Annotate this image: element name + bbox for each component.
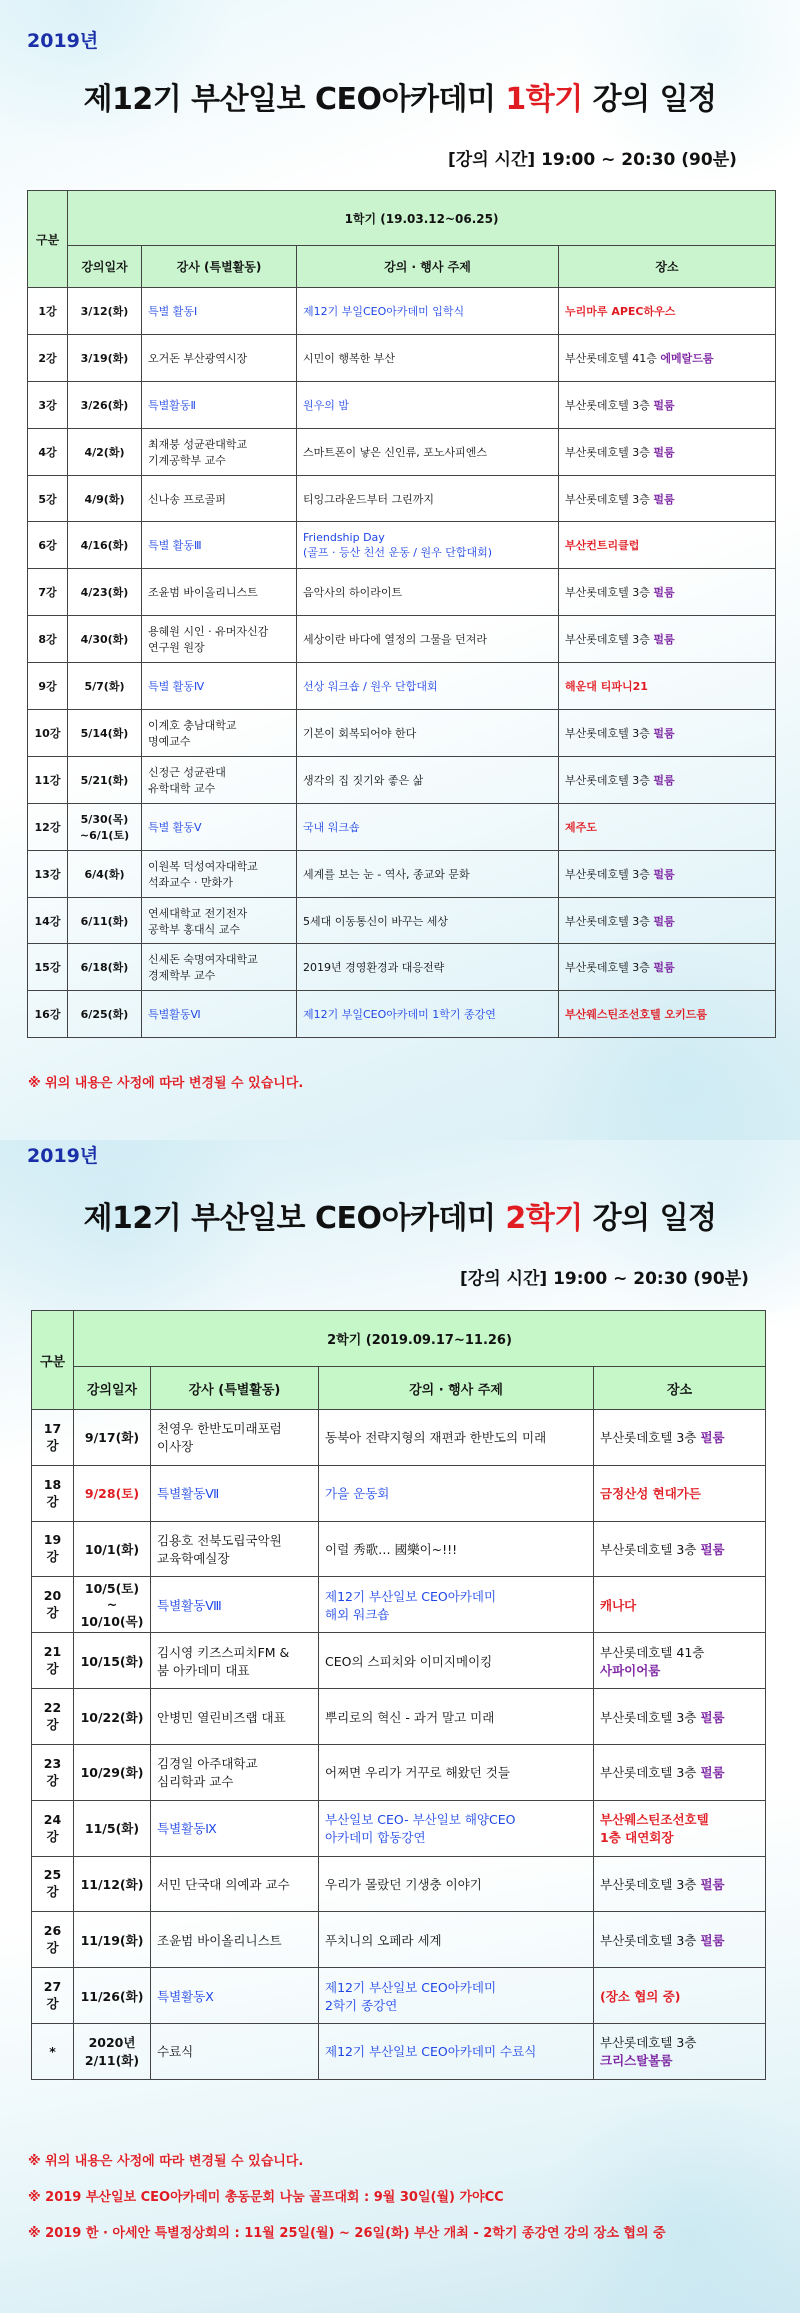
- speaker: 특별 활동Ⅳ: [142, 663, 297, 710]
- lecture-number: 4강: [28, 428, 68, 475]
- lecture-date: 5/30(목) ~6/1(토): [68, 803, 142, 850]
- place: 해운대 티파니21: [559, 663, 776, 710]
- lecture-number: 9강: [28, 663, 68, 710]
- header-row: [32, 1367, 766, 1410]
- lecture-date: 10/5(토) ~ 10/10(목): [74, 1577, 151, 1633]
- lecture-date: 6/18(화): [68, 944, 142, 991]
- table-row: [32, 1800, 766, 1856]
- lecture-number: 7강: [28, 569, 68, 616]
- speaker: 용혜원 시인 · 유머자신감 연구원 원장: [142, 616, 297, 663]
- col-place: 장소: [559, 246, 776, 288]
- lecture-number: 1강: [28, 288, 68, 335]
- topic: 5세대 이동통신이 바꾸는 세상: [297, 897, 559, 944]
- speaker: 오거돈 부산광역시장: [142, 334, 297, 381]
- lecture-date: 9/28(토): [74, 1465, 151, 1521]
- speaker: 조윤범 바이올리니스트: [142, 569, 297, 616]
- speaker: 김경일 아주대학교 심리학과 교수: [151, 1744, 319, 1800]
- speaker: 특별활동Ⅵ: [142, 991, 297, 1038]
- semester-period: 2학기 (2019.09.17~11.26): [74, 1311, 766, 1367]
- table-row: [28, 944, 776, 991]
- place: 부산롯데호텔 3층 펄룸: [594, 1912, 766, 1968]
- lecture-date: 4/2(화): [68, 428, 142, 475]
- speaker: 특별활동Ⅶ: [151, 1465, 319, 1521]
- room-name: 펄룸: [700, 1932, 725, 1948]
- table-row: [28, 428, 776, 475]
- topic: 2019년 경영환경과 대응전략: [297, 944, 559, 991]
- topic: 세계를 보는 눈 - 역사, 종교와 문화: [297, 850, 559, 897]
- lecture-number: 23강: [32, 1744, 74, 1800]
- col-speaker: 강사 (특별활동): [151, 1367, 319, 1410]
- table-row: [28, 569, 776, 616]
- lecture-date: 5/7(화): [68, 663, 142, 710]
- place: 제주도: [559, 803, 776, 850]
- topic: 티잉그라운드부터 그린까지: [297, 475, 559, 522]
- col-date: 강의일자: [68, 246, 142, 288]
- table-row: [32, 1633, 766, 1689]
- speaker: 특별활동Ⅸ: [151, 1800, 319, 1856]
- lecture-number: 18강: [32, 1465, 74, 1521]
- room-name: 펄룸: [700, 1541, 725, 1557]
- topic: 제12기 부산일보 CEO아카데미 수료식: [319, 2023, 594, 2079]
- semester-highlight: 2학기: [505, 1201, 583, 1236]
- lecture-number: 20강: [32, 1577, 74, 1633]
- topic: 원우의 밤: [297, 381, 559, 428]
- table-row: [28, 381, 776, 428]
- col-place: 장소: [594, 1367, 766, 1410]
- title-text: 제12기 부산일보 CEO아카데미: [83, 1201, 506, 1236]
- lecture-number: 10강: [28, 710, 68, 757]
- lecture-number: 12강: [28, 803, 68, 850]
- lecture-number: 24강: [32, 1800, 74, 1856]
- room-name: 펄룸: [700, 1430, 725, 1446]
- header-row: [32, 1311, 766, 1367]
- lecture-date: 6/11(화): [68, 897, 142, 944]
- lecture-date: 3/19(화): [68, 334, 142, 381]
- speaker: 신세돈 숙명여자대학교 경제학부 교수: [142, 944, 297, 991]
- col-date: 강의일자: [74, 1367, 151, 1410]
- speaker: 최재붕 성균관대학교 기계공학부 교수: [142, 428, 297, 475]
- room-name: 펄룸: [653, 633, 675, 647]
- place: 부산롯데호텔 41층 사파이어룸: [594, 1633, 766, 1689]
- topic: 뿌리로의 혁신 - 과거 말고 미래: [319, 1689, 594, 1745]
- table-row: [28, 756, 776, 803]
- lecture-date: 11/19(화): [74, 1912, 151, 1968]
- lecture-date: 10/1(화): [74, 1521, 151, 1577]
- topic: 동북아 전략지형의 재편과 한반도의 미래: [319, 1410, 594, 1466]
- topic: 푸치니의 오페라 세계: [319, 1912, 594, 1968]
- schedule-table: [27, 190, 776, 1038]
- lecture-number: 11강: [28, 756, 68, 803]
- lecture-date: 3/26(화): [68, 381, 142, 428]
- table-row: [32, 1521, 766, 1577]
- table-row: [32, 1912, 766, 1968]
- col-speaker: 강사 (특별활동): [142, 246, 297, 288]
- topic: 제12기 부일CEO아카데미 입학식: [297, 288, 559, 335]
- speaker: 천영우 한반도미래포럼 이사장: [151, 1410, 319, 1466]
- lecture-number: 22강: [32, 1689, 74, 1745]
- table-row: [28, 850, 776, 897]
- lecture-date: 9/17(화): [74, 1410, 151, 1466]
- room-name: 펄룸: [700, 1765, 725, 1781]
- room-name: 펄룸: [700, 1709, 725, 1725]
- page-title: [0, 74, 800, 118]
- speaker: 조윤범 바이올리니스트: [151, 1912, 319, 1968]
- lecture-number: 5강: [28, 475, 68, 522]
- speaker: 안병민 열린비즈랩 대표: [151, 1689, 319, 1745]
- topic: 부산일보 CEO- 부산일보 해양CEO 아카데미 합동강연: [319, 1800, 594, 1856]
- table-row: [32, 1410, 766, 1466]
- topic: 제12기 부산일보 CEO아카데미 해외 워크숍: [319, 1577, 594, 1633]
- place: 부산롯데호텔 3층 펄룸: [559, 897, 776, 944]
- place: 부산롯데호텔 3층 펄룸: [559, 710, 776, 757]
- lecture-date: 10/29(화): [74, 1744, 151, 1800]
- room-name: 펄룸: [653, 867, 675, 881]
- speaker: 이원복 덕성여자대학교 석좌교수 · 만화가: [142, 850, 297, 897]
- lecture-number: 15강: [28, 944, 68, 991]
- title-text: 강의 일정: [582, 1201, 717, 1236]
- lecture-number: 3강: [28, 381, 68, 428]
- lecture-date: 5/21(화): [68, 756, 142, 803]
- topic: 스마트폰이 낳은 신인류, 포노사피엔스: [297, 428, 559, 475]
- topic: 기본이 회복되어야 한다: [297, 710, 559, 757]
- lecture-number: 27강: [32, 1968, 74, 2024]
- title-text: 강의 일정: [582, 82, 717, 117]
- table-row: [28, 710, 776, 757]
- table-row: [32, 1465, 766, 1521]
- room-name: 펄룸: [653, 773, 675, 787]
- lecture-number: 26강: [32, 1912, 74, 1968]
- lecture-date: 5/14(화): [68, 710, 142, 757]
- place: 부산컨트리클럽: [559, 522, 776, 569]
- lecture-date: 11/12(화): [74, 1856, 151, 1912]
- lecture-date: 4/30(화): [68, 616, 142, 663]
- place: 부산롯데호텔 3층 펄룸: [594, 1744, 766, 1800]
- speaker: 특별 활동Ⅰ: [142, 288, 297, 335]
- table-row: [32, 1968, 766, 2024]
- speaker: 신정근 성균관대 유학대학 교수: [142, 756, 297, 803]
- header-row: [28, 246, 776, 288]
- lecture-date: 11/5(화): [74, 1800, 151, 1856]
- background-swirl: [520, 2100, 800, 2313]
- place: 부산롯데호텔 3층 크리스탈볼룸: [594, 2023, 766, 2079]
- lecture-time: [강의 시간] 19:00 ~ 20:30 (90분): [460, 1269, 749, 1289]
- lecture-number: 2강: [28, 334, 68, 381]
- table-row: [28, 475, 776, 522]
- place: 부산롯데호텔 41층 에메랄드룸: [559, 334, 776, 381]
- room-name: 펄룸: [700, 1876, 725, 1892]
- semester1-panel: [0, 0, 800, 1140]
- lecture-time: [강의 시간] 19:00 ~ 20:30 (90분): [448, 150, 737, 170]
- lecture-number: 25강: [32, 1856, 74, 1912]
- table-row: [28, 288, 776, 335]
- speaker: 특별활동Ⅹ: [151, 1968, 319, 2024]
- room-name: 펄룸: [653, 914, 675, 928]
- header-row: [28, 191, 776, 246]
- place: 부산롯데호텔 3층 펄룸: [559, 756, 776, 803]
- year-label: 2019년: [27, 30, 99, 52]
- room-name: 펄룸: [653, 961, 675, 975]
- room-name: 펄룸: [653, 726, 675, 740]
- lecture-number: 6강: [28, 522, 68, 569]
- col-topic: 강의 · 행사 주제: [319, 1367, 594, 1410]
- speaker: 서민 단국대 의예과 교수: [151, 1856, 319, 1912]
- speaker: 수료식: [151, 2023, 319, 2079]
- lecture-number: 16강: [28, 991, 68, 1038]
- table-row: [28, 803, 776, 850]
- place: 부산롯데호텔 3층 펄룸: [559, 428, 776, 475]
- place: 부산웨스틴조선호텔 1층 대연회장: [594, 1800, 766, 1856]
- topic: 음악사의 하이라이트: [297, 569, 559, 616]
- table-row: [32, 1689, 766, 1745]
- place: 부산롯데호텔 3층 펄룸: [559, 944, 776, 991]
- speaker: 신나송 프로골퍼: [142, 475, 297, 522]
- table-row: [28, 991, 776, 1038]
- table-row: [28, 663, 776, 710]
- place: 부산롯데호텔 3층 펄룸: [559, 381, 776, 428]
- place: 부산롯데호텔 3층 펄룸: [594, 1521, 766, 1577]
- note-line: ※ 위의 내용은 사정에 따라 변경될 수 있습니다.: [28, 2154, 304, 2169]
- table-row: [32, 2023, 766, 2079]
- place: 부산웨스틴조선호텔 오키드룸: [559, 991, 776, 1038]
- lecture-date: 4/9(화): [68, 475, 142, 522]
- topic: 시민이 행복한 부산: [297, 334, 559, 381]
- table-row: [28, 334, 776, 381]
- lecture-number: 17강: [32, 1410, 74, 1466]
- topic: CEO의 스피치와 이미지메이킹: [319, 1633, 594, 1689]
- speaker: 연세대학교 전기전자 공학부 홍대식 교수: [142, 897, 297, 944]
- title-text: 제12기 부산일보 CEO아카데미: [83, 82, 506, 117]
- table-row: [28, 616, 776, 663]
- place: 캐나다: [594, 1577, 766, 1633]
- place: (장소 협의 중): [594, 1968, 766, 2024]
- place: 부산롯데호텔 3층 펄룸: [594, 1856, 766, 1912]
- topic: 제12기 부산일보 CEO아카데미 2학기 종강연: [319, 1968, 594, 2024]
- topic: Friendship Day (골프 · 등산 친선 운동 / 원우 단합대회): [297, 522, 559, 569]
- schedule-table: [31, 1310, 766, 2080]
- note-line: ※ 2019 부산일보 CEO아카데미 총동문회 나눔 골프대회 : 9월 30일(월) 가야CC: [28, 2190, 504, 2205]
- speaker: 특별 활동Ⅴ: [142, 803, 297, 850]
- lecture-date: 6/4(화): [68, 850, 142, 897]
- place: 부산롯데호텔 3층 펄룸: [594, 1689, 766, 1745]
- semester-period: 1학기 (19.03.12~06.25): [68, 191, 776, 246]
- speaker: 특별활동Ⅷ: [151, 1577, 319, 1633]
- topic: 어쩌면 우리가 거꾸로 해왔던 것들: [319, 1744, 594, 1800]
- lecture-date: 4/23(화): [68, 569, 142, 616]
- lecture-date: 10/15(화): [74, 1633, 151, 1689]
- lecture-date: 3/12(화): [68, 288, 142, 335]
- topic: 우리가 몰랐던 기생충 이야기: [319, 1856, 594, 1912]
- place: 부산롯데호텔 3층 펄룸: [559, 850, 776, 897]
- speaker: 특별 활동Ⅲ: [142, 522, 297, 569]
- place: 금정산성 현대가든: [594, 1465, 766, 1521]
- topic: 세상이란 바다에 열정의 그물을 던져라: [297, 616, 559, 663]
- room-name: 펄룸: [653, 445, 675, 459]
- topic: 가을 운동회: [319, 1465, 594, 1521]
- col-gubun: 구분: [32, 1311, 74, 1410]
- topic: 국내 워크숍: [297, 803, 559, 850]
- semester2-panel: [0, 1140, 800, 2313]
- room-name: 펄룸: [653, 492, 675, 506]
- room-name: 에메랄드룸: [660, 351, 714, 365]
- room-name: 펄룸: [653, 398, 675, 412]
- lecture-number: 8강: [28, 616, 68, 663]
- col-gubun: 구분: [28, 191, 68, 288]
- col-topic: 강의 · 행사 주제: [297, 246, 559, 288]
- topic: 이럴 秀歌… 國樂이~!!!: [319, 1521, 594, 1577]
- lecture-date: 11/26(화): [74, 1968, 151, 2024]
- speaker: 김용호 전북도립국악원 교육학예실장: [151, 1521, 319, 1577]
- table-row: [28, 522, 776, 569]
- lecture-date: 4/16(화): [68, 522, 142, 569]
- lecture-date: 10/22(화): [74, 1689, 151, 1745]
- lecture-number: 21강: [32, 1633, 74, 1689]
- topic: 생각의 집 짓기와 좋은 삶: [297, 756, 559, 803]
- lecture-number: 14강: [28, 897, 68, 944]
- speaker: 이계호 충남대학교 명예교수: [142, 710, 297, 757]
- place: 부산롯데호텔 3층 펄룸: [559, 616, 776, 663]
- place: 부산롯데호텔 3층 펄룸: [594, 1410, 766, 1466]
- place: 누리마루 APEC하우스: [559, 288, 776, 335]
- table-row: [32, 1577, 766, 1633]
- table-row: [32, 1856, 766, 1912]
- year-label: 2019년: [27, 1145, 99, 1167]
- note-line: ※ 위의 내용은 사정에 따라 변경될 수 있습니다.: [28, 1076, 304, 1091]
- table-row: [32, 1744, 766, 1800]
- background-swirl: [0, 0, 250, 140]
- room-name: 크리스탈볼룸: [600, 2053, 673, 2069]
- topic: 제12기 부일CEO아카데미 1학기 종강연: [297, 991, 559, 1038]
- speaker: 김시영 키즈스피치FM & 붐 아카데미 대표: [151, 1633, 319, 1689]
- lecture-date: 6/25(화): [68, 991, 142, 1038]
- table-row: [28, 897, 776, 944]
- page-title: [0, 1193, 800, 1237]
- lecture-number: *: [32, 2023, 74, 2079]
- place: 부산롯데호텔 3층 펄룸: [559, 569, 776, 616]
- lecture-date: 2020년 2/11(화): [74, 2023, 151, 2079]
- lecture-number: 13강: [28, 850, 68, 897]
- speaker: 특별활동Ⅱ: [142, 381, 297, 428]
- room-name: 사파이어룸: [600, 1662, 661, 1678]
- topic: 선상 워크숍 / 원우 단합대회: [297, 663, 559, 710]
- lecture-number: 19강: [32, 1521, 74, 1577]
- semester-highlight: 1학기: [505, 82, 583, 117]
- place: 부산롯데호텔 3층 펄룸: [559, 475, 776, 522]
- note-line: ※ 2019 한 · 아세안 특별정상회의 : 11월 25일(월) ~ 26일(화) 부산 개최 - 2학기 종강연 강의 장소 협의 중: [28, 2226, 666, 2241]
- room-name: 펄룸: [653, 586, 675, 600]
